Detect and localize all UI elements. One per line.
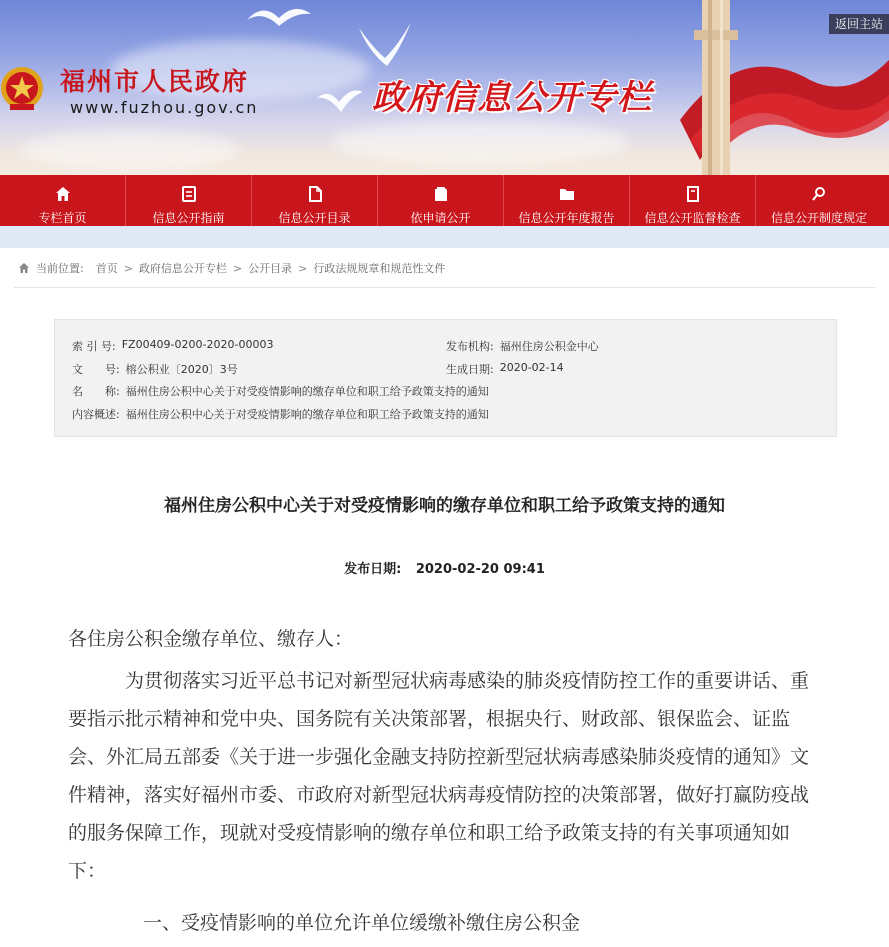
banner-title: 政府信息公开专栏: [372, 78, 652, 118]
main-nav: [0, 175, 889, 226]
meta-docno-label: 文 号:: [72, 363, 120, 376]
breadcrumb-link-catalog[interactable]: 公开目录: [248, 262, 293, 275]
divider: [14, 287, 875, 288]
meta-name-row: [72, 383, 489, 399]
meta-created-row: [446, 361, 564, 377]
meta-created-value: 2020-02-14: [499, 361, 564, 374]
breadcrumb-prefix: 当前位置:: [36, 262, 84, 275]
meta-publisher-value: 福州住房公积金中心: [499, 340, 599, 353]
meta-docno-row: [72, 361, 238, 377]
nav-item-home[interactable]: [0, 175, 126, 226]
meta-created-label: 生成日期:: [446, 363, 494, 376]
meta-index-row: [72, 338, 273, 354]
breadcrumb-separator: >: [123, 261, 133, 275]
meta-index-label: 索 引 号:: [72, 340, 116, 353]
breadcrumb-separator: >: [298, 261, 308, 275]
meta-index-value: FZ00409-0200-2020-00003: [121, 338, 274, 351]
meta-name-value: 福州住房公积中心关于对受疫情影响的缴存单位和职工给予政策支持的通知: [125, 385, 489, 398]
meta-summary-label: 内容概述:: [72, 408, 120, 421]
seagull-icon: [355, 18, 415, 78]
pubdate-label: 发布日期:: [344, 562, 402, 577]
nav-label: 信息公开年度报告: [518, 211, 615, 225]
article-paragraph: 为贯彻落实习近平总书记对新型冠状病毒感染的肺炎疫情防控工作的重要讲话、重要指示批示精神和党中央、国务院有关决策部署，根据央行、财政部、银保监会、证监会、外汇局五部委《关于进一步强化金融支持防控新型冠状病毒感染肺炎疫情的通知》文件精神，落实好福州市委、市政府对新型冠状病毒疫情防控的决策部署，做好打赢防疫战的服务保障工作，现就对受疫情影响的缴存单位和职工给予政策支持的有关事项通知如下：: [68, 670, 810, 882]
nav-item-rules[interactable]: [756, 175, 882, 226]
inspect-icon: [684, 185, 702, 203]
nav-item-inspect[interactable]: [630, 175, 756, 226]
site-url: www.fuzhou.gov.cn: [70, 98, 259, 117]
meta-publisher-label: 发布机构:: [446, 340, 494, 353]
guide-icon: [180, 185, 198, 203]
nav-label: 信息公开指南: [152, 211, 225, 225]
home-icon: [54, 185, 72, 203]
breadcrumb: [18, 260, 445, 276]
breadcrumb-separator: >: [232, 261, 243, 275]
breadcrumb-link-current[interactable]: 行政法规规章和规范性文件: [313, 262, 446, 275]
article-pubdate: [0, 558, 889, 577]
nav-item-apply[interactable]: [378, 175, 504, 226]
seagull-icon: [315, 82, 365, 122]
nav-label: 信息公开目录: [278, 211, 351, 225]
meta-docno-value: 榕公积业〔2020〕3号: [125, 363, 238, 376]
folder-icon: [558, 185, 576, 203]
seagull-icon: [245, 0, 315, 40]
nav-label: 信息公开制度规定: [770, 211, 867, 225]
nav-label: 信息公开监督检查: [644, 211, 741, 225]
nav-item-catalog[interactable]: [252, 175, 378, 226]
home-icon: [18, 262, 30, 274]
article-title: 福州住房公积中心关于对受疫情影响的缴存单位和职工给予政策支持的通知: [164, 496, 725, 516]
apply-icon: [432, 185, 450, 203]
meta-summary-row: [72, 406, 489, 422]
catalog-icon: [306, 185, 324, 203]
breadcrumb-link-home[interactable]: 首页: [95, 262, 118, 275]
meta-name-label: 名 称:: [72, 385, 120, 398]
nav-label: 专栏首页: [38, 211, 87, 225]
national-emblem-icon: [0, 60, 48, 118]
nav-item-guide[interactable]: [126, 175, 252, 226]
meta-publisher-row: [446, 338, 599, 354]
sub-nav-stripe: [0, 226, 889, 248]
cloud-decoration: [20, 130, 240, 170]
header-banner: [0, 0, 889, 175]
nav-label: 依申请公开: [410, 211, 471, 225]
article-section-heading: 一、受疫情影响的单位允许单位缓缴补缴住房公积金: [143, 912, 581, 934]
breadcrumb-link-column[interactable]: 政府信息公开专栏: [138, 262, 227, 275]
meta-summary-value: 福州住房公积中心关于对受疫情影响的缴存单位和职工给予政策支持的通知: [125, 408, 489, 421]
article-salutation: 各住房公积金缴存单位、缴存人：: [68, 628, 354, 650]
rules-icon: [810, 185, 828, 203]
back-home-button[interactable]: 返回主站: [829, 14, 889, 34]
site-name: 福州市人民政府: [60, 67, 250, 96]
document-meta-box: [54, 319, 837, 437]
pubdate-value: 2020-02-20 09:41: [415, 562, 545, 577]
nav-item-annual-report[interactable]: [504, 175, 630, 226]
cloud-decoration: [330, 120, 630, 165]
